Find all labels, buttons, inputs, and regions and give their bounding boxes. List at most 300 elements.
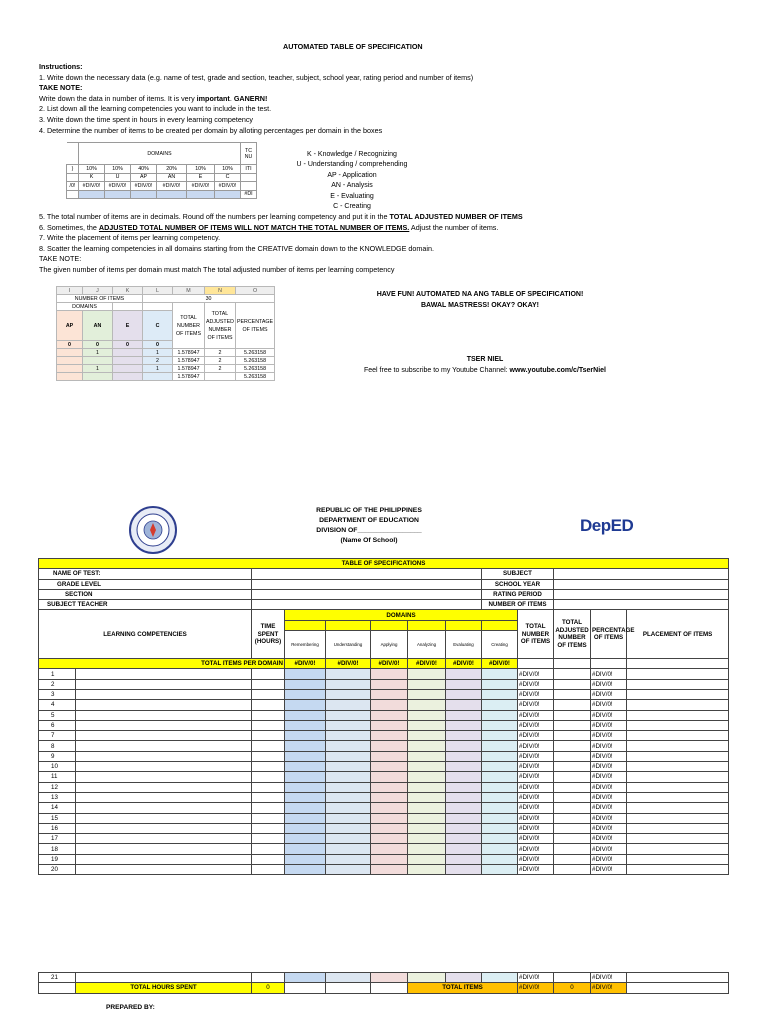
domain-cell[interactable] [408,803,446,813]
domain-cell[interactable] [408,844,446,854]
number-of-items-field[interactable] [554,600,729,610]
domain-cell[interactable] [285,772,326,782]
domain-cell[interactable] [326,844,371,854]
row-percentage: #DIV/0! [591,973,627,983]
domain-cell[interactable] [408,834,446,844]
domain-cell[interactable] [326,669,371,679]
time-field[interactable] [252,792,285,802]
instruction-step-2: 2. List down all the learning competencies you want to include in the test. [39,104,272,114]
domain-cell[interactable] [326,772,371,782]
adjusted-field[interactable] [554,720,591,730]
name-of-test-field[interactable] [252,569,482,579]
domain-cell[interactable] [326,865,371,875]
adjusted-field[interactable] [554,813,591,823]
time-field[interactable] [252,710,285,720]
competency-field[interactable] [76,973,252,983]
domain-cell[interactable] [482,741,518,751]
instruction-step-7: 7. Write the placement of items per learning competency. [39,233,221,243]
domain-cell[interactable] [482,844,518,854]
domain-total: #DIV/0! [446,659,482,669]
domain-cell[interactable] [285,762,326,772]
domain-cell[interactable] [408,751,446,761]
domain-cell[interactable] [326,720,371,730]
grade-level-label: GRADE LEVEL [39,579,252,589]
domain-cell[interactable] [482,679,518,689]
adjusted-field[interactable] [554,679,591,689]
time-field[interactable] [252,720,285,730]
domain-cell[interactable] [326,751,371,761]
instruction-step-4: 4. Determine the number of items to be created per domain by alloting percentages per domain in the boxes [39,125,383,135]
placement-field[interactable] [627,803,729,813]
adjusted-field[interactable] [554,834,591,844]
mini-code: C [215,173,241,182]
domain-cell[interactable] [446,772,482,782]
row-percentage: #DIV/0! [591,834,627,844]
domain-cell[interactable] [285,834,326,844]
row-percentage: #DIV/0! [591,669,627,679]
domain-cell[interactable] [371,854,408,864]
domain-cell[interactable] [326,834,371,844]
row-percentage: #DIV/0! [591,741,627,751]
domain-cell[interactable] [408,741,446,751]
channel-link[interactable]: www.youtube.com/c/TserNiel [509,367,606,374]
domain-cell[interactable] [326,710,371,720]
domain-cell[interactable] [285,669,326,679]
domain-cell[interactable] [371,865,408,875]
competency-field[interactable] [76,772,252,782]
domain-cell[interactable] [285,679,326,689]
table-row [39,823,729,833]
row-percentage: #DIV/0! [591,782,627,792]
time-field[interactable] [252,700,285,710]
adjusted-field[interactable] [554,973,591,983]
time-field[interactable] [252,854,285,864]
domain-cell[interactable] [371,803,408,813]
row-number: 6 [39,720,76,730]
mini-percent: 10% [187,165,215,174]
mini-percent-label: PERCENTAGE OF ITEMS [235,303,274,349]
placement-field[interactable] [627,834,729,844]
domain-cell[interactable] [482,834,518,844]
row-total: #DIV/0! [518,669,554,679]
domain-cell[interactable] [371,679,408,689]
competency-field[interactable] [76,823,252,833]
mini-value: #DIV/0! [157,182,187,191]
total-items-per-domain-label: TOTAL ITEMS PER DOMAIN [39,659,285,669]
mini-code: AP [57,311,83,341]
adjusted-field[interactable] [554,731,591,741]
domain-cell[interactable] [446,854,482,864]
time-field[interactable] [252,751,285,761]
domain-cell[interactable] [446,782,482,792]
placement-field[interactable] [627,772,729,782]
domain-cell[interactable] [408,823,446,833]
domain-cell[interactable] [482,731,518,741]
domain-cell[interactable] [408,720,446,730]
document-title: AUTOMATED TABLE OF SPECIFICATION [283,42,423,51]
adjusted-field[interactable] [554,792,591,802]
adjusted-field[interactable] [554,669,591,679]
adjusted-field[interactable] [554,803,591,813]
placement-field[interactable] [627,782,729,792]
competency-field[interactable] [76,741,252,751]
domain-cell[interactable] [285,803,326,813]
competency-field[interactable] [76,792,252,802]
instruction-note-2: The given number of items per domain must match The total adjusted number of items per learning competency [39,264,395,274]
domain-cell[interactable] [482,762,518,772]
row-percentage: #DIV/0! [591,700,627,710]
domain-cell[interactable] [326,854,371,864]
placement-field[interactable] [627,731,729,741]
domain-cell[interactable] [371,844,408,854]
mini-code: E [187,173,215,182]
domain-cell[interactable] [482,803,518,813]
domain-cell[interactable] [408,710,446,720]
time-field[interactable] [252,865,285,875]
adjusted-field[interactable] [554,741,591,751]
domain-cell[interactable] [285,865,326,875]
domain-cell[interactable] [446,792,482,802]
legend-item: U - Understanding / comprehending [296,161,408,169]
domain-cell[interactable] [446,803,482,813]
row-number: 2 [39,679,76,689]
instruction-note-1: Write down the data in number of items. It is very important. GANERN! [39,93,268,103]
domain-cell[interactable] [408,813,446,823]
domain-cell[interactable] [482,854,518,864]
domain-cell[interactable] [285,741,326,751]
domain-cell[interactable] [482,751,518,761]
table-row [39,762,729,772]
row-number: 11 [39,772,76,782]
domain-cell[interactable] [446,700,482,710]
domain-cell[interactable] [408,689,446,699]
instruction-step-5: 5. The total number of items are in decimals. Round off the numbers per learning competency and put it in the TOTAL ADJUSTED NUMBER OF ITEMS [39,212,523,221]
domain-cell[interactable] [326,762,371,772]
domain-cell[interactable] [285,689,326,699]
domain-cell[interactable] [482,772,518,782]
domain-cell[interactable] [482,720,518,730]
time-field[interactable] [252,973,285,983]
domain-cell[interactable] [285,751,326,761]
mini-side-header: TC NU [241,143,257,165]
row-percentage: #DIV/0! [591,854,627,864]
domain-cell[interactable] [285,782,326,792]
document-header: REPUBLIC OF THE PHILIPPINES DEPARTMENT OF EDUCATION DIVISION OF_________________ (Name Of School) [316,507,422,544]
mini-domains-label: DOMAINS [57,303,113,311]
domain-cell[interactable] [285,731,326,741]
adjusted-field[interactable] [554,823,591,833]
domain-cell[interactable] [285,813,326,823]
domain-cell[interactable] [408,762,446,772]
domain-cell[interactable] [446,834,482,844]
domain-cell[interactable] [326,679,371,689]
table-row [39,854,729,864]
row-total: #DIV/0! [518,720,554,730]
mini-num-items-value: 30 [143,295,275,303]
time-field[interactable] [252,844,285,854]
grade-level-field[interactable] [252,579,482,589]
row-total: #DIV/0! [518,762,554,772]
row-percentage: #DIV/0! [591,792,627,802]
table-row [39,689,729,699]
competency-field[interactable] [76,834,252,844]
domain-cell[interactable] [408,792,446,802]
domain-cell[interactable] [482,710,518,720]
domain-cell[interactable] [371,710,408,720]
domain-cell[interactable] [408,669,446,679]
domain-cell[interactable] [371,782,408,792]
domain-cell[interactable] [446,813,482,823]
placement-field[interactable] [627,679,729,689]
section-label: SECTION [39,589,252,599]
domain-remembering: Remembering [285,631,326,659]
domain-cell[interactable] [446,679,482,689]
domain-cell[interactable] [482,823,518,833]
mini-domains-header: DOMAINS [79,143,241,165]
row-number: 18 [39,844,76,854]
domain-cell[interactable] [326,700,371,710]
domain-cell[interactable] [371,751,408,761]
school-year-field[interactable] [554,579,729,589]
competency-field[interactable] [76,710,252,720]
placement-field[interactable] [627,689,729,699]
placement-field[interactable] [627,710,729,720]
domain-cell[interactable] [446,689,482,699]
domain-cell[interactable] [408,782,446,792]
table-row [39,865,729,875]
competency-field[interactable] [76,865,252,875]
time-field[interactable] [252,823,285,833]
domain-cell[interactable] [408,854,446,864]
row-percentage: #DIV/0! [591,823,627,833]
domain-cell[interactable] [482,700,518,710]
domain-cell[interactable] [326,813,371,823]
placement-field[interactable] [627,792,729,802]
domain-cell[interactable] [482,782,518,792]
domain-cell[interactable] [446,731,482,741]
domain-cell[interactable] [482,813,518,823]
competency-field[interactable] [76,803,252,813]
time-spent-header: TIME SPENT (HOURS) [252,610,285,659]
domain-cell[interactable] [446,741,482,751]
domain-cell[interactable] [482,669,518,679]
domain-cell[interactable] [371,689,408,699]
mini-code: E [113,311,143,341]
placement-field[interactable] [627,720,729,730]
time-field[interactable] [252,772,285,782]
placement-field[interactable] [627,854,729,864]
fun-message: HAVE FUN! AUTOMATED NA ANG TABLE OF SPECIFICATION! BAWAL MASTRESS! OKAY? OKAY! [376,291,584,309]
domain-cell[interactable] [446,865,482,875]
legend-item: AP - Application [327,171,377,179]
domain-cell[interactable] [446,823,482,833]
adjusted-field[interactable] [554,782,591,792]
row-number: 5 [39,710,76,720]
adjusted-field[interactable] [554,710,591,720]
domain-cell[interactable] [482,689,518,699]
time-field[interactable] [252,803,285,813]
mini-code: K [79,173,105,182]
competency-field[interactable] [76,782,252,792]
competency-field[interactable] [76,700,252,710]
total-hours-label: TOTAL HOURS SPENT [76,983,252,993]
domain-cell[interactable] [285,823,326,833]
domain-cell[interactable] [446,720,482,730]
time-field[interactable] [252,782,285,792]
table-row [39,710,729,720]
domain-cell[interactable] [446,844,482,854]
competency-field[interactable] [76,751,252,761]
domain-cell[interactable] [482,792,518,802]
domain-cell[interactable] [326,731,371,741]
total-hours-value: 0 [252,983,285,993]
section-field[interactable] [252,589,482,599]
competency-field[interactable] [76,669,252,679]
domain-cell[interactable] [285,710,326,720]
domain-cell[interactable] [446,751,482,761]
competency-field[interactable] [76,762,252,772]
mini-side-cell: #DI [241,190,257,199]
adjusted-field[interactable] [554,844,591,854]
time-field[interactable] [252,669,285,679]
domain-cell[interactable] [408,700,446,710]
subject-teacher-label: SUBJECT TEACHER [39,600,252,610]
domain-cell[interactable] [371,741,408,751]
placement-field[interactable] [627,751,729,761]
row-total: #DIV/0! [518,689,554,699]
competency-field[interactable] [76,720,252,730]
table-row [39,751,729,761]
domain-cell[interactable] [408,865,446,875]
domain-cell[interactable] [285,854,326,864]
domain-cell[interactable] [371,834,408,844]
adjusted-field[interactable] [554,689,591,699]
domain-cell[interactable] [371,700,408,710]
adjusted-field[interactable] [554,772,591,782]
adjusted-field[interactable] [554,865,591,875]
row-percentage: #DIV/0! [591,710,627,720]
placement-field[interactable] [627,865,729,875]
table-row [39,834,729,844]
domain-cell[interactable] [371,720,408,730]
mini-total-label: TOTAL NUMBER OF ITEMS [173,303,205,349]
domain-cell[interactable] [326,689,371,699]
placement-field[interactable] [627,700,729,710]
competency-field[interactable] [76,854,252,864]
row-total: #DIV/0! [518,823,554,833]
domain-cell[interactable] [326,823,371,833]
total-percentage-value: #DIV/0! [591,983,627,993]
rating-period-field[interactable] [554,589,729,599]
domain-total: #DIV/0! [285,659,326,669]
domain-cell[interactable] [285,844,326,854]
competency-field[interactable] [76,679,252,689]
domain-cell[interactable] [285,720,326,730]
total-items-label: TOTAL ITEMS [408,983,518,993]
domain-cell[interactable] [371,823,408,833]
domain-cell[interactable] [371,731,408,741]
adjusted-field[interactable] [554,762,591,772]
time-field[interactable] [252,762,285,772]
domain-cell[interactable] [446,762,482,772]
domain-cell[interactable] [446,669,482,679]
legend-item: E - Evaluating [330,192,374,200]
competency-field[interactable] [76,731,252,741]
domain-cell[interactable] [446,710,482,720]
domain-cell[interactable] [371,669,408,679]
adjusted-field[interactable] [554,751,591,761]
row-total: #DIV/0! [518,710,554,720]
placement-field[interactable] [627,669,729,679]
placement-field[interactable] [627,973,729,983]
adjusted-field[interactable] [554,854,591,864]
domain-cell[interactable] [285,792,326,802]
domain-cell[interactable] [326,741,371,751]
time-field[interactable] [252,689,285,699]
time-field[interactable] [252,731,285,741]
domain-cell[interactable] [371,762,408,772]
row-total: #DIV/0! [518,973,554,983]
domain-cell[interactable] [408,731,446,741]
deped-seal-icon [128,505,178,555]
time-field[interactable] [252,679,285,689]
adjusted-field[interactable] [554,700,591,710]
row-total: #DIV/0! [518,679,554,689]
table-row [39,792,729,802]
name-of-test-label: NAME OF TEST: [39,569,252,579]
mini-row: 1.578947 5.263158 [57,373,275,381]
row-total: #DIV/0! [518,854,554,864]
row-number: 15 [39,813,76,823]
placement-field[interactable] [627,813,729,823]
row-total: #DIV/0! [518,700,554,710]
subject-field[interactable] [554,569,729,579]
row-number: 8 [39,741,76,751]
take-note-label-1: TAKE NOTE: [39,83,83,93]
domain-cell[interactable] [408,772,446,782]
domain-cell[interactable] [371,792,408,802]
mini-value: #DIV/0! [215,182,241,191]
placement-field[interactable] [627,844,729,854]
competency-field[interactable] [76,813,252,823]
time-field[interactable] [252,834,285,844]
competency-field[interactable] [76,844,252,854]
domain-total: #DIV/0! [482,659,518,669]
domain-cell[interactable] [408,679,446,689]
competency-field[interactable] [76,689,252,699]
domain-cell[interactable] [371,772,408,782]
domain-cell[interactable] [326,803,371,813]
row-number: 12 [39,782,76,792]
mini-row: 1 1 1.578947 2 5.263158 [57,365,275,373]
time-field[interactable] [252,813,285,823]
placement-field[interactable] [627,762,729,772]
subject-teacher-field[interactable] [252,600,482,610]
row-total: #DIV/0! [518,792,554,802]
mini-value: #DIV/0! [187,182,215,191]
row-number: 3 [39,689,76,699]
placement-field[interactable] [627,823,729,833]
domain-cell[interactable] [326,792,371,802]
time-field[interactable] [252,741,285,751]
row-percentage: #DIV/0! [591,844,627,854]
domain-cell[interactable] [482,865,518,875]
domain-cell[interactable] [285,700,326,710]
domain-cell[interactable] [371,813,408,823]
deped-logo: DepED [580,516,634,535]
domain-cell[interactable] [326,782,371,792]
placement-field[interactable] [627,741,729,751]
